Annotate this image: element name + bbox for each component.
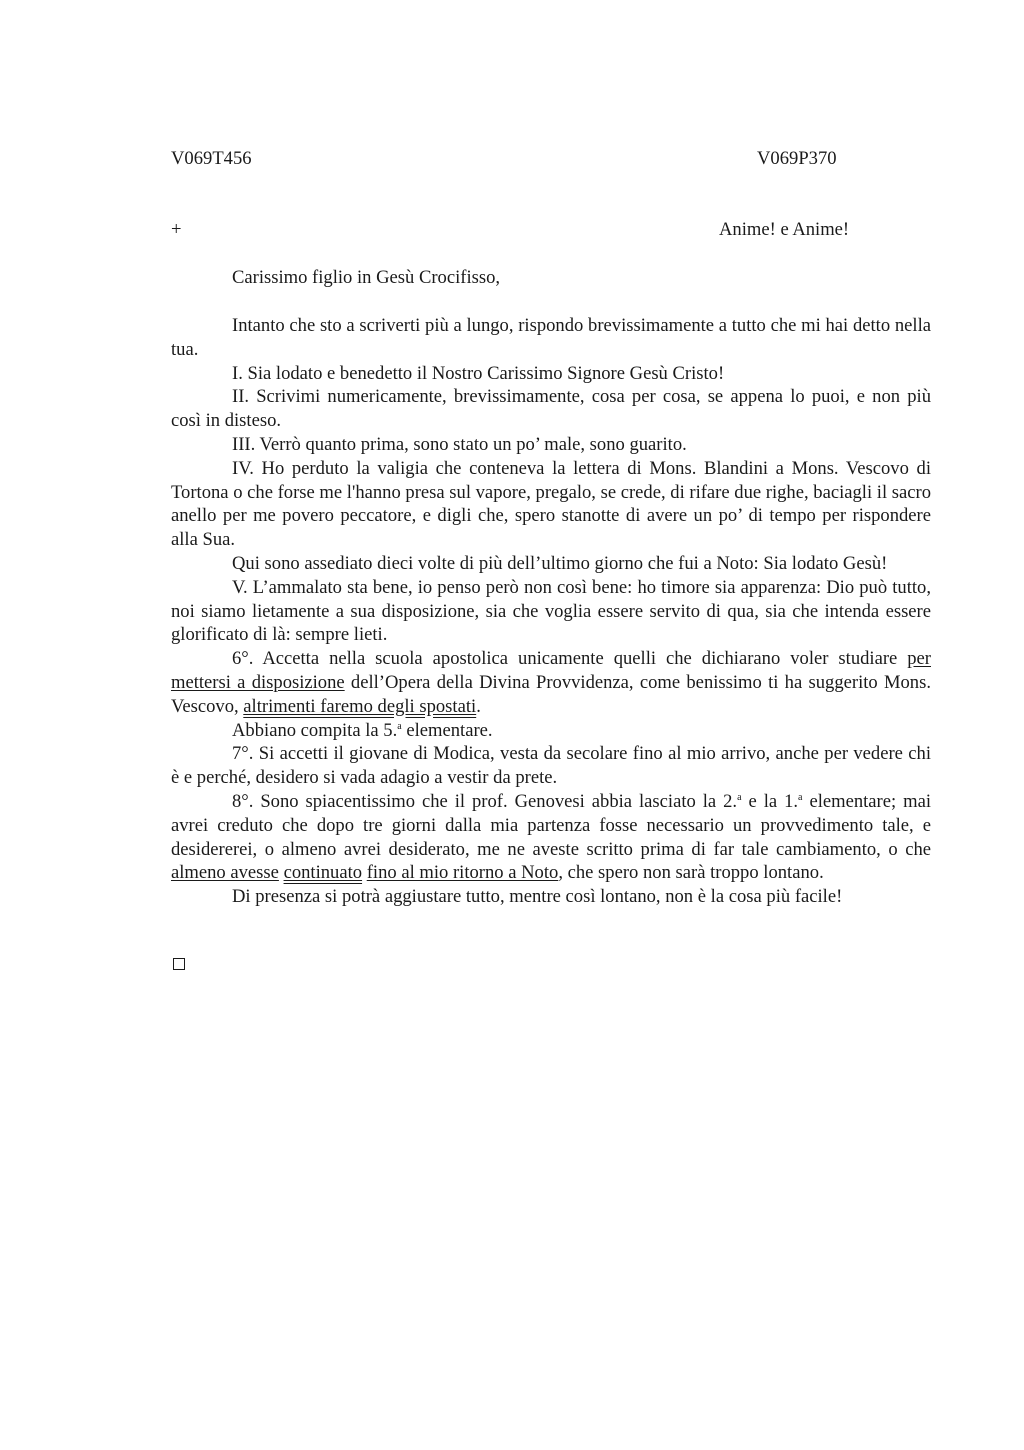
text-segment: e la 1. [741, 790, 799, 812]
underlined-text: almeno avesse [171, 862, 279, 884]
underlined-text: per mettersi a disposizione [171, 648, 931, 693]
text-segment: 8°. Sono spiacentissimo che il prof. Genovesi abbia lasciato la 2. [232, 790, 738, 812]
paragraph-point-1: I. Sia lodato e benedetto il Nostro Carissimo Signore Gesù Cristo! [232, 362, 725, 384]
double-underlined-text: continuato [283, 862, 363, 884]
letter-body [171, 314, 931, 909]
paragraph-point-5: V. L’ammalato sta bene, io penso però non così bene: ho timore sia apparenza: Dio può tutto, noi siamo lietamente a sua disposizione, sia che voglia essere servito di qua, sia che intenda essere glorificato di là: sempre lieti. [171, 576, 931, 646]
salutation: Carissimo figlio in Gesù Crocifisso, [232, 267, 501, 288]
end-square-icon [173, 958, 185, 970]
paragraph-point-7: 7°. Si accetti il giovane di Modica, vesta da secolare fino al mio arrivo, anche per vedere chi è e perché, desidero si vada adagio a vestir da prete. [171, 743, 931, 789]
paragraph-besieged: Qui sono assediato dieci volte di più dell’ultimo giorno che fui a Noto: Sia lodato Gesù! [232, 552, 888, 574]
paragraph-point-8 [171, 790, 931, 885]
paragraph-closing: Di presenza si potrà aggiustare tutto, mentre così lontano, non è la cosa più facile! [232, 886, 843, 908]
text-segment: dell’Opera della Divina Provvidenza, come benissimo ti ha suggerito Mons. Vescovo, [171, 671, 931, 717]
text-segment: 6°. Accetta nella scuola apostolica unicamente quelli che dichiarano voler studiare [232, 648, 908, 670]
underlined-text: fino al mio ritorno a Noto [366, 862, 559, 884]
paragraph-point-3: III. Verrò quanto prima, sono stato un po’ male, sono guarito. [232, 433, 687, 455]
cross-symbol: + [171, 219, 182, 240]
motto: Anime! e Anime! [719, 219, 850, 240]
paragraph-point-6 [171, 647, 931, 718]
superscript: a [798, 791, 803, 803]
text-segment: elementare; mai avrei creduto che dopo tre giorni dalla mia partenza fosse necessario un provvedimento tale, e desidererei, o almeno avrei desiderato, me ne aveste scritto prima di far tale cambiamento, o che [171, 790, 931, 860]
paragraph-intro: Intanto che sto a scriverti più a lungo, rispondo brevissimamente a tutto che mi hai detto nella tua. [171, 315, 931, 360]
paragraph-point-4: IV. Ho perduto la valigia che conteneva la lettera di Mons. Blandini a Mons. Vescovo di Tortona o che forse me l'hanno presa sul vapore, pregalo, se crede, di rifare due righe, baciagli il sacro anello per me povero peccatore, e digli che, spero stanotte di avere un po’ di tempo per rispondere alla Sua. [171, 457, 931, 551]
text-segment: . [476, 695, 481, 717]
document-code-left: V069T456 [171, 148, 252, 169]
paragraph-grade [171, 719, 931, 743]
text-segment: elementare. [401, 719, 493, 741]
superscript: a [737, 791, 742, 803]
document-code-right: V069P370 [757, 148, 837, 169]
superscript: a [397, 720, 402, 732]
text-segment: , che spero non sarà troppo lontano. [558, 862, 824, 884]
text-segment: Abbiano compita la 5. [232, 719, 398, 741]
paragraph-point-2: II. Scrivimi numericamente, brevissimamente, cosa per cosa, se appena lo puoi, e non più così in disteso. [171, 386, 931, 432]
double-underlined-text: altrimenti faremo degli spostati [243, 695, 477, 717]
